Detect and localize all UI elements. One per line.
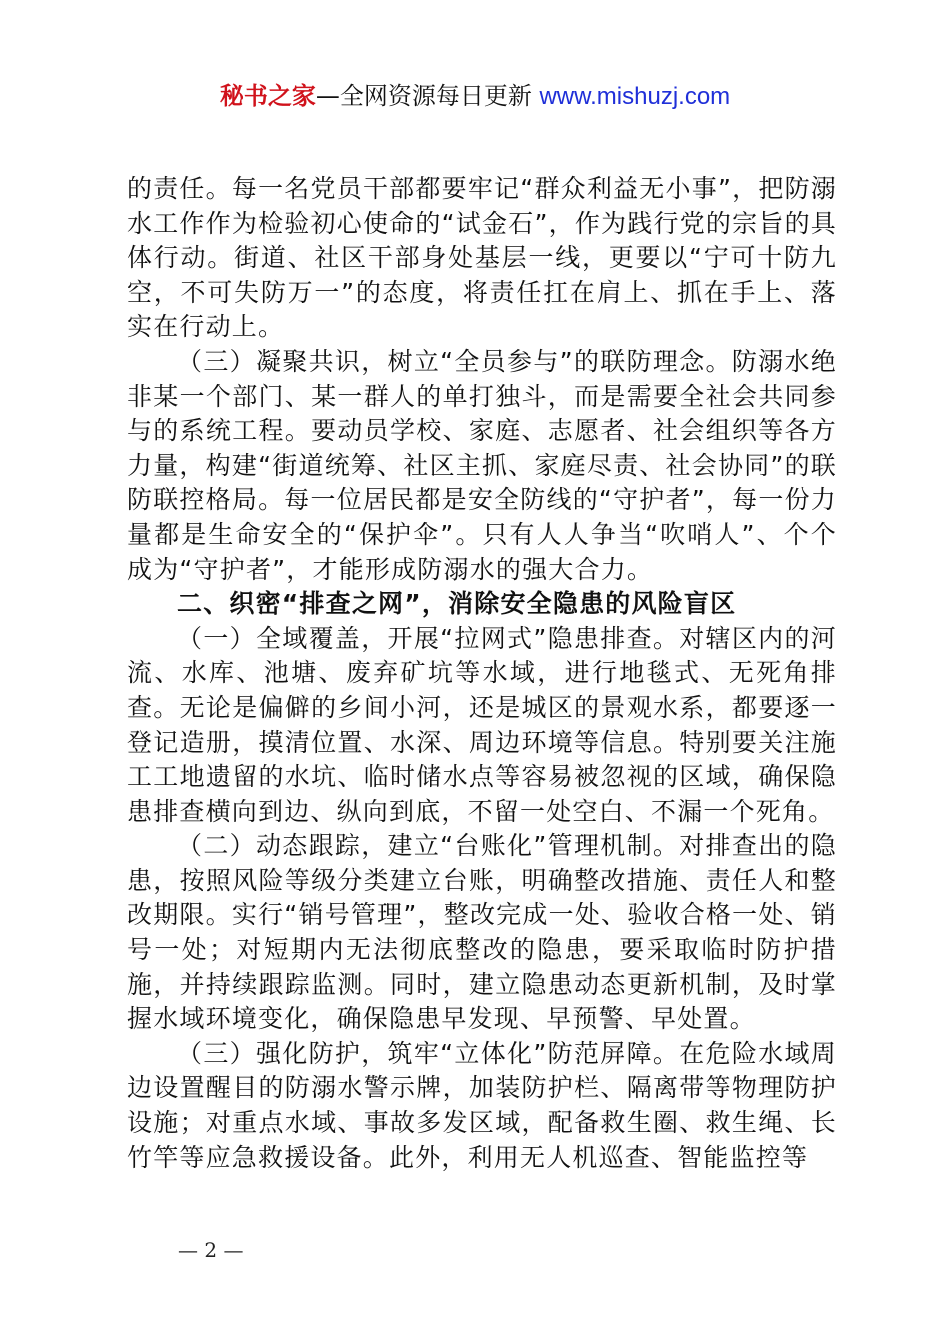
paragraph-full-coverage: （一）全域覆盖，开展“拉网式”隐患排查。对辖区内的河流、水库、池塘、废弃矿坑等水域，进行地毯式、无死角排查。无论是偏僻的乡间小河，还是城区的景观水系，都要逐一登记造册，摸清位置、水深、周边环境等信息。特别要关注施工工地遗留的水坑、临时储水点等容易被忽视的区域，确保隐患排查横向到边、纵向到底，不留一处空白、不漏一个死角。 (127, 623, 837, 826)
paragraph-dynamic-tracking: （二）动态跟踪，建立“台账化”管理机制。对排查出的隐患，按照风险等级分类建立台账，明确整改措施、责任人和整改期限。实行“销号管理”，整改完成一处、验收合格一处、销号一处；对短期内无法彻底整改的隐患，要采取临时防护措施，并持续跟踪监测。同时，建立隐患动态更新机制，及时掌握水域环境变化，确保隐患早发现、早预警、早处置。 (127, 831, 837, 1034)
site-header (0, 78, 950, 115)
paragraph-consensus: （三）凝聚共识，树立“全员参与”的联防理念。防溺水绝非某一个部门、某一群人的单打独斗，而是需要全社会共同参与的系统工程。要动员学校、家庭、志愿者、社会组织等各方力量，构建“街道统筹、社区主抓、家庭尽责、社会协同”的联防联控格局。每一位居民都是安全防线的“守护者”，每一份力量都是生命安全的“保护伞”。只有人人争当“吹哨人”、个个成为“守护者”，才能形成防溺水的强大合力。 (127, 346, 837, 584)
section-heading-2: 二、织密“排查之网”，消除安全隐患的风险盲区 (177, 589, 737, 619)
paragraph-protection: （三）强化防护，筑牢“立体化”防范屏障。在危险水域周边设置醒目的防溺水警示牌，加装防护栏、隔离带等物理防护设施；对重点水域、事故多发区域，配备救生圈、救生绳、长竹竿等应急救援设备。此外，利用无人机巡查、智能监控等 (127, 1038, 837, 1172)
site-url-link[interactable]: www.mishuzj.com (539, 83, 731, 110)
site-slogan: —全网资源每日更新 (315, 82, 540, 110)
site-brand: 秘书之家 (219, 82, 316, 110)
document-body (127, 172, 837, 1175)
page-number: — 2 — (178, 1238, 244, 1262)
paragraph-continuation: 的责任。每一名党员干部都要牢记“群众利益无小事”，把防溺水工作作为检验初心使命的“试金石”，作为践行党的宗旨的具体行动。街道、社区干部身处基层一线，更要以“宁可十防九空，不可失防万一”的态度，将责任扛在肩上、抓在手上、落实在行动上。 (127, 174, 837, 342)
